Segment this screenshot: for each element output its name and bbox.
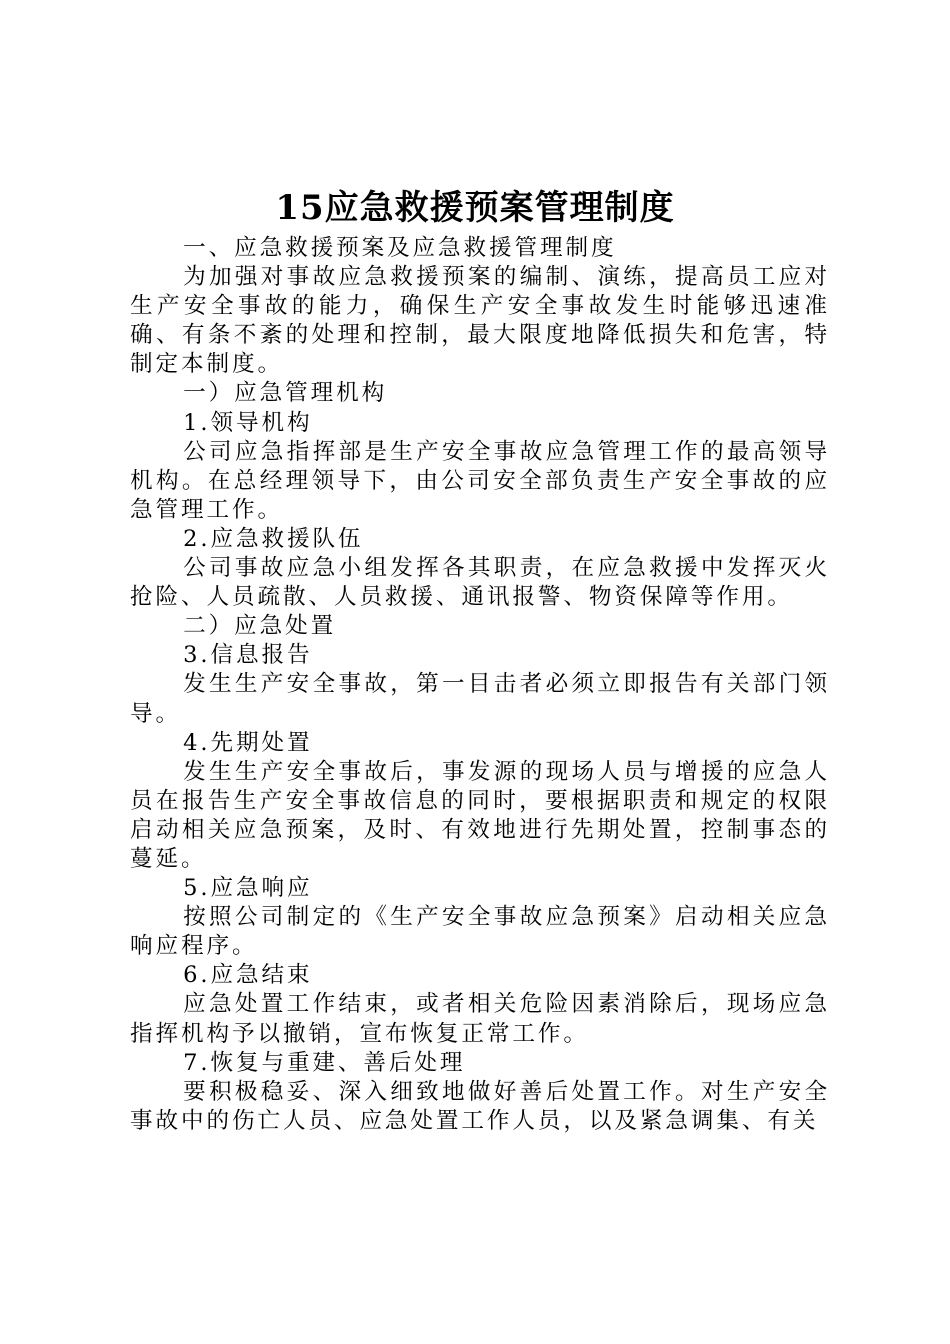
section-heading: 一、应急救援预案及应急救援管理制度 [183, 235, 617, 261]
item-heading: 2.应急救援队伍 [183, 525, 364, 552]
paragraph: 公司事故应急小组发挥各其职责，在应急救援中发挥灭火抢险、人员疏散、人员救援、通讯报警、物资保障等作用。 [130, 555, 830, 611]
item-heading: 7.恢复与重建、善后处理 [183, 1049, 466, 1076]
item-heading: 4.先期处置 [183, 729, 313, 756]
paragraph: 发生生产安全事故，第一目击者必须立即报告有关部门领导。 [130, 671, 830, 727]
paragraph: 为加强对事故应急救援预案的编制、演练，提高员工应对生产安全事故的能力，确保生产安全事故发生时能够迅速准确、有条不紊的处理和控制，最大限度地降低损失和危害，特制定本制度。 [130, 264, 830, 378]
paragraph: 要积极稳妥、深入细致地做好善后处置工作。对生产安全事故中的伤亡人员、应急处置工作人员，以及紧急调集、有关 [130, 1078, 830, 1134]
item-heading: 1.领导机构 [183, 409, 313, 436]
item-heading: 6.应急结束 [183, 962, 313, 989]
paragraph: 公司应急指挥部是生产安全事故应急管理工作的最高领导机构。在总经理领导下，由公司安全部负责生产安全事故的应急管理工作。 [130, 438, 830, 523]
item-heading: 3.信息报告 [183, 642, 313, 669]
paragraph: 发生生产安全事故后，事发源的现场人员与增援的应急人员在报告生产安全事故信息的同时，要根据职责和规定的权限启动相关应急预案，及时、有效地进行先期处置，控制事态的蔓延。 [130, 758, 830, 872]
paragraph: 应急处置工作结束，或者相关危险因素消除后，现场应急指挥机构予以撤销，宣布恢复正常工作。 [130, 991, 830, 1047]
document-body [130, 234, 830, 1136]
paragraph: 按照公司制定的《生产安全事故应急预案》启动相关应急响应程序。 [130, 904, 830, 960]
item-heading: 5.应急响应 [183, 875, 313, 902]
subsection-heading: 一）应急管理机构 [183, 380, 388, 407]
document-title: 15应急救援预案管理制度 [275, 188, 675, 228]
subsection-heading: 二）应急处置 [183, 613, 337, 640]
